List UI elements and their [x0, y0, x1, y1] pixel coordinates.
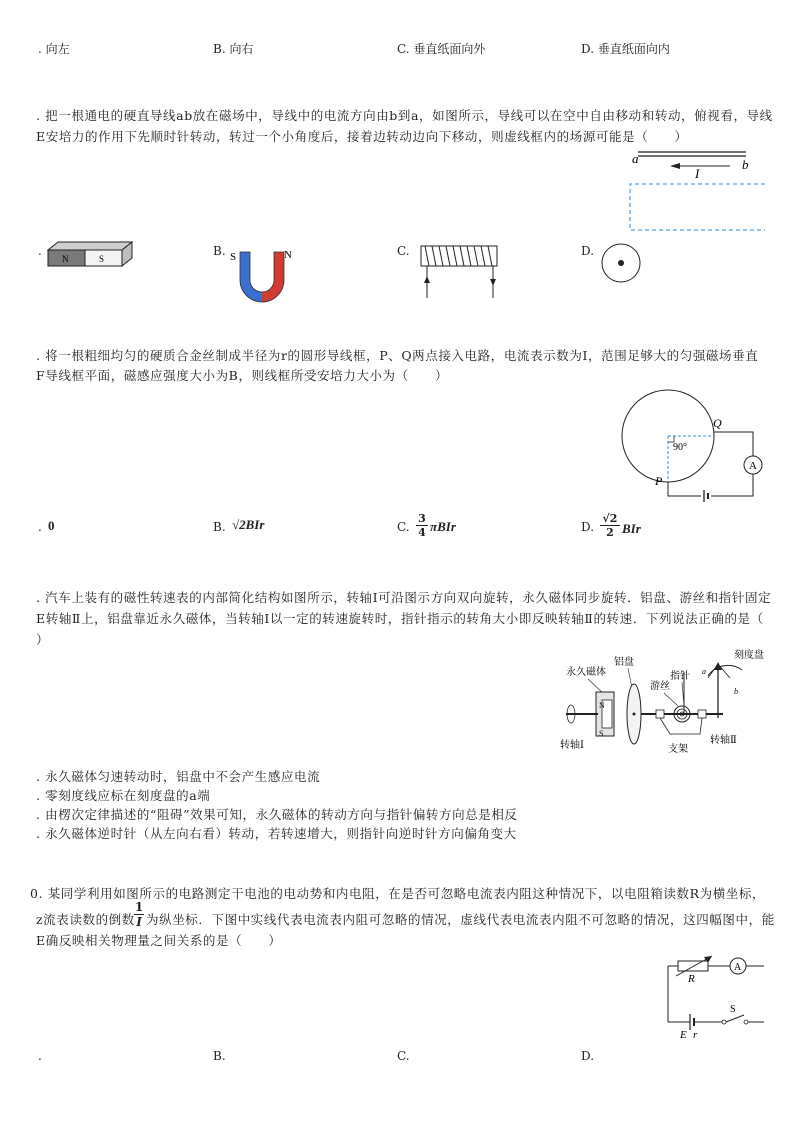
q3-option-a[interactable]: . 永久磁体匀速转动时，铝盘中不会产生感应电流	[36, 769, 321, 784]
q2-option-d-fraction[interactable]	[600, 512, 620, 539]
q4-fig-ammeter: A	[734, 962, 742, 973]
q3-fig-spring-label: 游丝	[650, 681, 670, 692]
q2-option-b-label[interactable]: B.	[213, 520, 226, 534]
q2-option-d-expr[interactable]: BIr	[622, 521, 641, 536]
q2-option-c-num: 3	[418, 512, 426, 525]
q1-option-a-label[interactable]: .	[38, 244, 42, 258]
q2-option-c-expr[interactable]: πBIr	[430, 519, 456, 534]
q4-fig-e: E	[680, 1029, 687, 1041]
q3-fig-n: N	[599, 701, 605, 710]
q3-fig-b: b	[734, 687, 738, 696]
q1-bar-magnet-icon[interactable]	[44, 240, 134, 270]
q0-option-b[interactable]: B. 向右	[213, 42, 254, 56]
q4-reciprocal-fraction	[134, 900, 144, 929]
q2-option-d-num: √2	[602, 512, 618, 525]
q3-stem-line1: . 汽车上装有的磁性转速表的内部简化结构如图所示，转轴Ⅰ可沿图示方向双向旋转，永久磁体同步旋转．铝盘、游丝和指针固定	[36, 590, 772, 605]
q2-option-c-fraction[interactable]	[416, 512, 428, 539]
q3-stem-line2: E转轴Ⅱ上，铝盘靠近永久磁体，当转轴Ⅰ以一定的转速旋转时，指针指示的转角大小即反映转轴Ⅱ的转速．下列说法正确的是（	[36, 611, 764, 626]
q2-option-a-label[interactable]: .	[38, 520, 42, 534]
q3-fig-s: S	[599, 729, 604, 738]
q4-option-d-label[interactable]: D.	[581, 1049, 595, 1063]
q1-bar-magnet-n: N	[62, 254, 69, 264]
q3-option-b[interactable]: . 零刻度线应标在刻度盘的a端	[36, 788, 211, 803]
q4-frac-den: I	[134, 914, 144, 929]
q0-option-a[interactable]: . 向左	[38, 42, 70, 56]
q1-option-c-label[interactable]: C.	[397, 244, 410, 258]
q4-fig-switch: S	[730, 1004, 736, 1015]
q3-fig-pointer-label: 指针	[670, 671, 690, 682]
q1-option-d-label[interactable]: D.	[581, 244, 595, 258]
q2-stem-line1: . 将一根粗细均匀的硬质合金丝制成半径为r的圆形导线框，P、Q两点接入电路，电流表示数为I，范围足够大的匀强磁场垂直	[36, 348, 759, 363]
q4-stem-line2-pre: z流表读数的倒数	[36, 912, 135, 927]
q1-wire-figure	[620, 146, 765, 236]
q4-option-b-label[interactable]: B.	[213, 1049, 226, 1063]
q3-stem-line3: ）	[36, 632, 50, 647]
q0-option-c[interactable]: C. 垂直纸面向外	[397, 42, 486, 56]
q3-option-d[interactable]: . 永久磁体逆时针（从左向右看）转动，若转速增大，则指针向逆时针方向偏角变大	[36, 826, 517, 841]
q1-option-b-label[interactable]: B.	[213, 244, 226, 258]
q3-fig-a: a	[702, 667, 706, 676]
q1-solenoid-icon[interactable]	[415, 238, 505, 302]
q3-fig-disk-label: 铝盘	[614, 657, 634, 668]
q1-stem-line2: E安培力的作用下先顺时针转动，转过一个小角度后，接着边转动边向下移动，则虚线框内的场源可能是（ ）	[36, 129, 688, 144]
q2-stem-line2: F导线框平面，磁感应强度大小为B，则线框所受安培力大小为（ ）	[36, 368, 449, 383]
q3-fig-scale-label: 刻度盘	[734, 650, 764, 661]
q4-fig-rint: r	[693, 1029, 698, 1041]
q1-bar-magnet-s: S	[99, 254, 105, 264]
q4-option-c-label[interactable]: C.	[397, 1049, 410, 1063]
q1-fig-label-b: b	[742, 157, 749, 172]
q1-u-magnet-icon[interactable]	[228, 242, 298, 306]
q4-stem-line2-post: 为纵坐标．下图中实线代表电流表内阻可忽略的情况，虚线代表电流表内阻不可忽略的情况，这四幅图中，能	[146, 912, 775, 927]
q2-fig-ammeter: A	[749, 460, 757, 472]
q2-loop-figure	[615, 384, 765, 504]
q2-option-c-den: 4	[416, 525, 428, 539]
q1-stem-line1: . 把一根通电的硬直导线ab放在磁场中，导线中的电流方向由b到a，如图所示，导线可以在空中自由移动和转动，俯视看，导线	[36, 108, 773, 123]
q4-option-a-label[interactable]: .	[38, 1049, 42, 1063]
q4-frac-num: 1	[134, 900, 144, 914]
q3-fig-magnet-label: 永久磁体	[566, 667, 606, 678]
q2-option-c-label[interactable]: C.	[397, 520, 410, 534]
q3-fig-axis2-label: 转轴Ⅱ	[710, 735, 737, 746]
q1-wire-dot-icon[interactable]	[600, 242, 644, 286]
q1-fig-label-i: I	[695, 166, 700, 181]
q4-stem-line1: 0. 某同学利用如图所示的电路测定干电池的电动势和内电阻，在是否可忽略电流表内阻这种情况下，以电阻箱读数R为横坐标，	[30, 886, 766, 901]
q3-option-c[interactable]: . 由楞次定律描述的“阻碍”效果可知，永久磁体的转动方向与指针偏转方向总是相反	[36, 807, 518, 822]
q1-u-magnet-s: S	[230, 251, 237, 263]
q2-option-a-expr[interactable]: 0	[48, 518, 55, 533]
q1-fig-label-a: a	[632, 151, 639, 166]
q2-option-d-label[interactable]: D.	[581, 520, 595, 534]
q2-fig-q: Q	[713, 416, 722, 430]
q2-option-d-den: 2	[600, 525, 620, 539]
q2-fig-p: P	[655, 474, 663, 488]
q4-stem-line3: E确反映相关物理量之间关系的是（ ）	[36, 933, 282, 948]
q0-option-d[interactable]: D. 垂直纸面向内	[581, 42, 670, 56]
q3-tachometer-figure	[558, 648, 768, 758]
q2-option-b-expr[interactable]: √2BIr	[232, 517, 265, 532]
q1-u-magnet-n: N	[284, 249, 292, 261]
q3-fig-support-label: 支架	[668, 744, 688, 755]
q4-fig-r: R	[688, 973, 695, 985]
q3-fig-axis1-label: 转轴Ⅰ	[560, 740, 584, 751]
q4-circuit-figure	[660, 952, 764, 1042]
q2-fig-angle: 90°	[673, 442, 687, 453]
